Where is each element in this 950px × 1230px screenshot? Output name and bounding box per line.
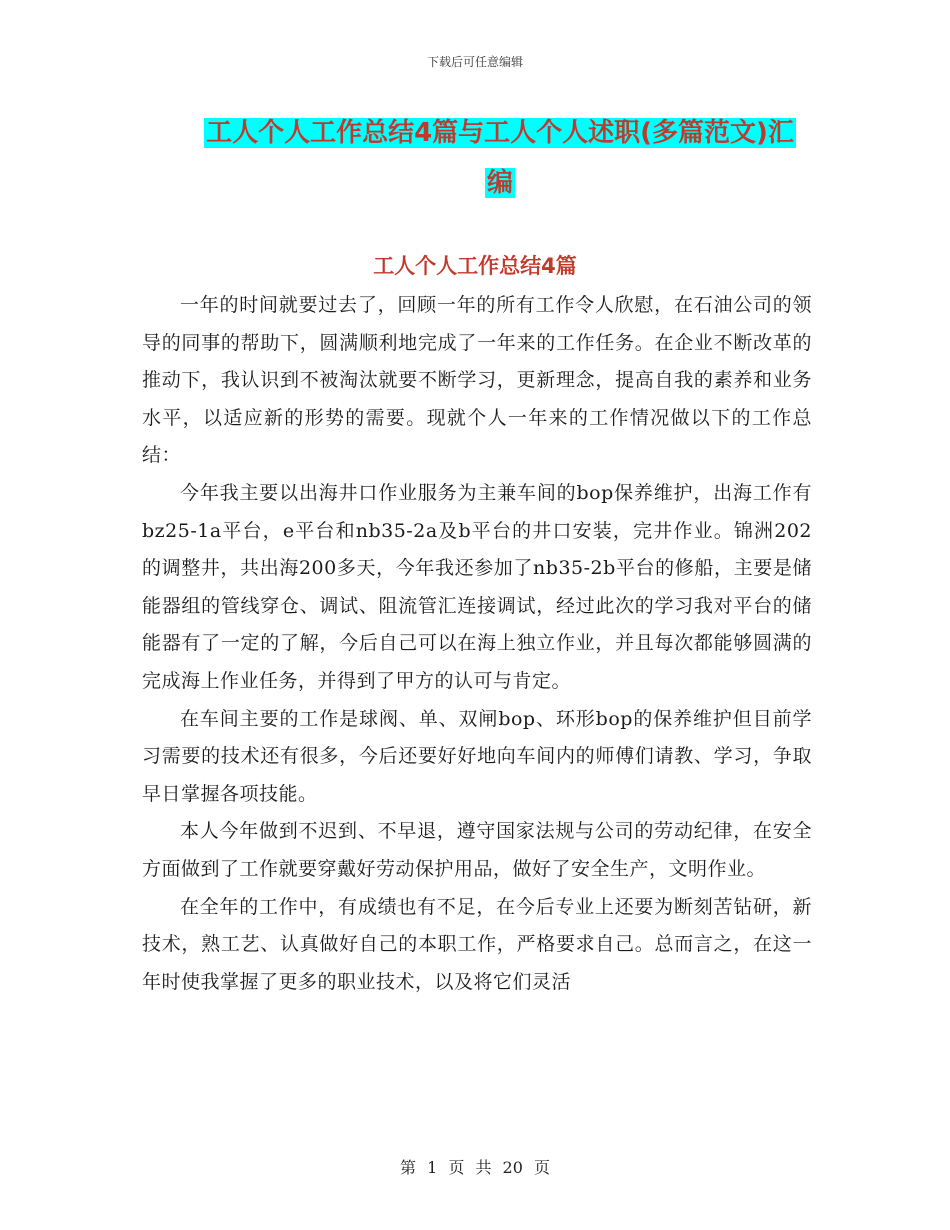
document-title-line-1: 工人个人工作总结4篇与工人个人述职(多篇范文)汇	[206, 118, 794, 148]
paragraph: 在车间主要的工作是球阀、单、双闸bop、环形bop的保养维护但目前学习需要的技术还有很多，今后还要好好地向车间内的师傅们请教、学习，争取早日掌握各项技能。	[142, 707, 812, 805]
page-footer: 第 1 页 共 20 页	[400, 1158, 550, 1177]
document-body	[142, 287, 812, 1001]
paragraph: 今年我主要以出海井口作业服务为主兼车间的bop保养维护，出海工作有bz25-1a平台，e平台和nb35-2a及b平台的井口安装，完井作业。锦洲202的调整井，共出海200多天，今年我还参加了nb35-2b平台的修船，主要是储能器组的管线穿仓、调试、阻流管汇连接调试，经过此次的学习我对平台的储能器有了一定的了解，今后自己可以在海上独立作业，并且每次都能够圆满的完成海上作业任务，并得到了甲方的认可与肯定。	[142, 481, 812, 692]
page-header-note: 下载后可任意编辑	[426, 55, 523, 69]
section-title: 工人个人工作总结4篇	[373, 254, 577, 278]
document-title	[195, 108, 805, 208]
paragraph: 一年的时间就要过去了，回顾一年的所有工作令人欣慰，在石油公司的领导的同事的帮助下，圆满顺利地完成了一年来的工作任务。在企业不断改革的推动下，我认识到不被淘汰就要不断学习，更新理念，提高自我的素养和业务水平，以适应新的形势的需要。现就个人一年来的工作情况做以下的工作总结：	[142, 294, 812, 467]
paragraph: 本人今年做到不迟到、不早退，遵守国家法规与公司的劳动纪律，在安全方面做到了工作就要穿戴好劳动保护用品，做好了安全生产，文明作业。	[142, 820, 812, 880]
document-title-line-2: 编	[486, 168, 513, 198]
paragraph: 在全年的工作中，有成绩也有不足，在今后专业上还要为断刻苦钻研，新技术，熟工艺、认真做好自己的本职工作，严格要求自己。总而言之，在这一年时使我掌握了更多的职业技术，以及将它们灵活	[142, 895, 812, 993]
